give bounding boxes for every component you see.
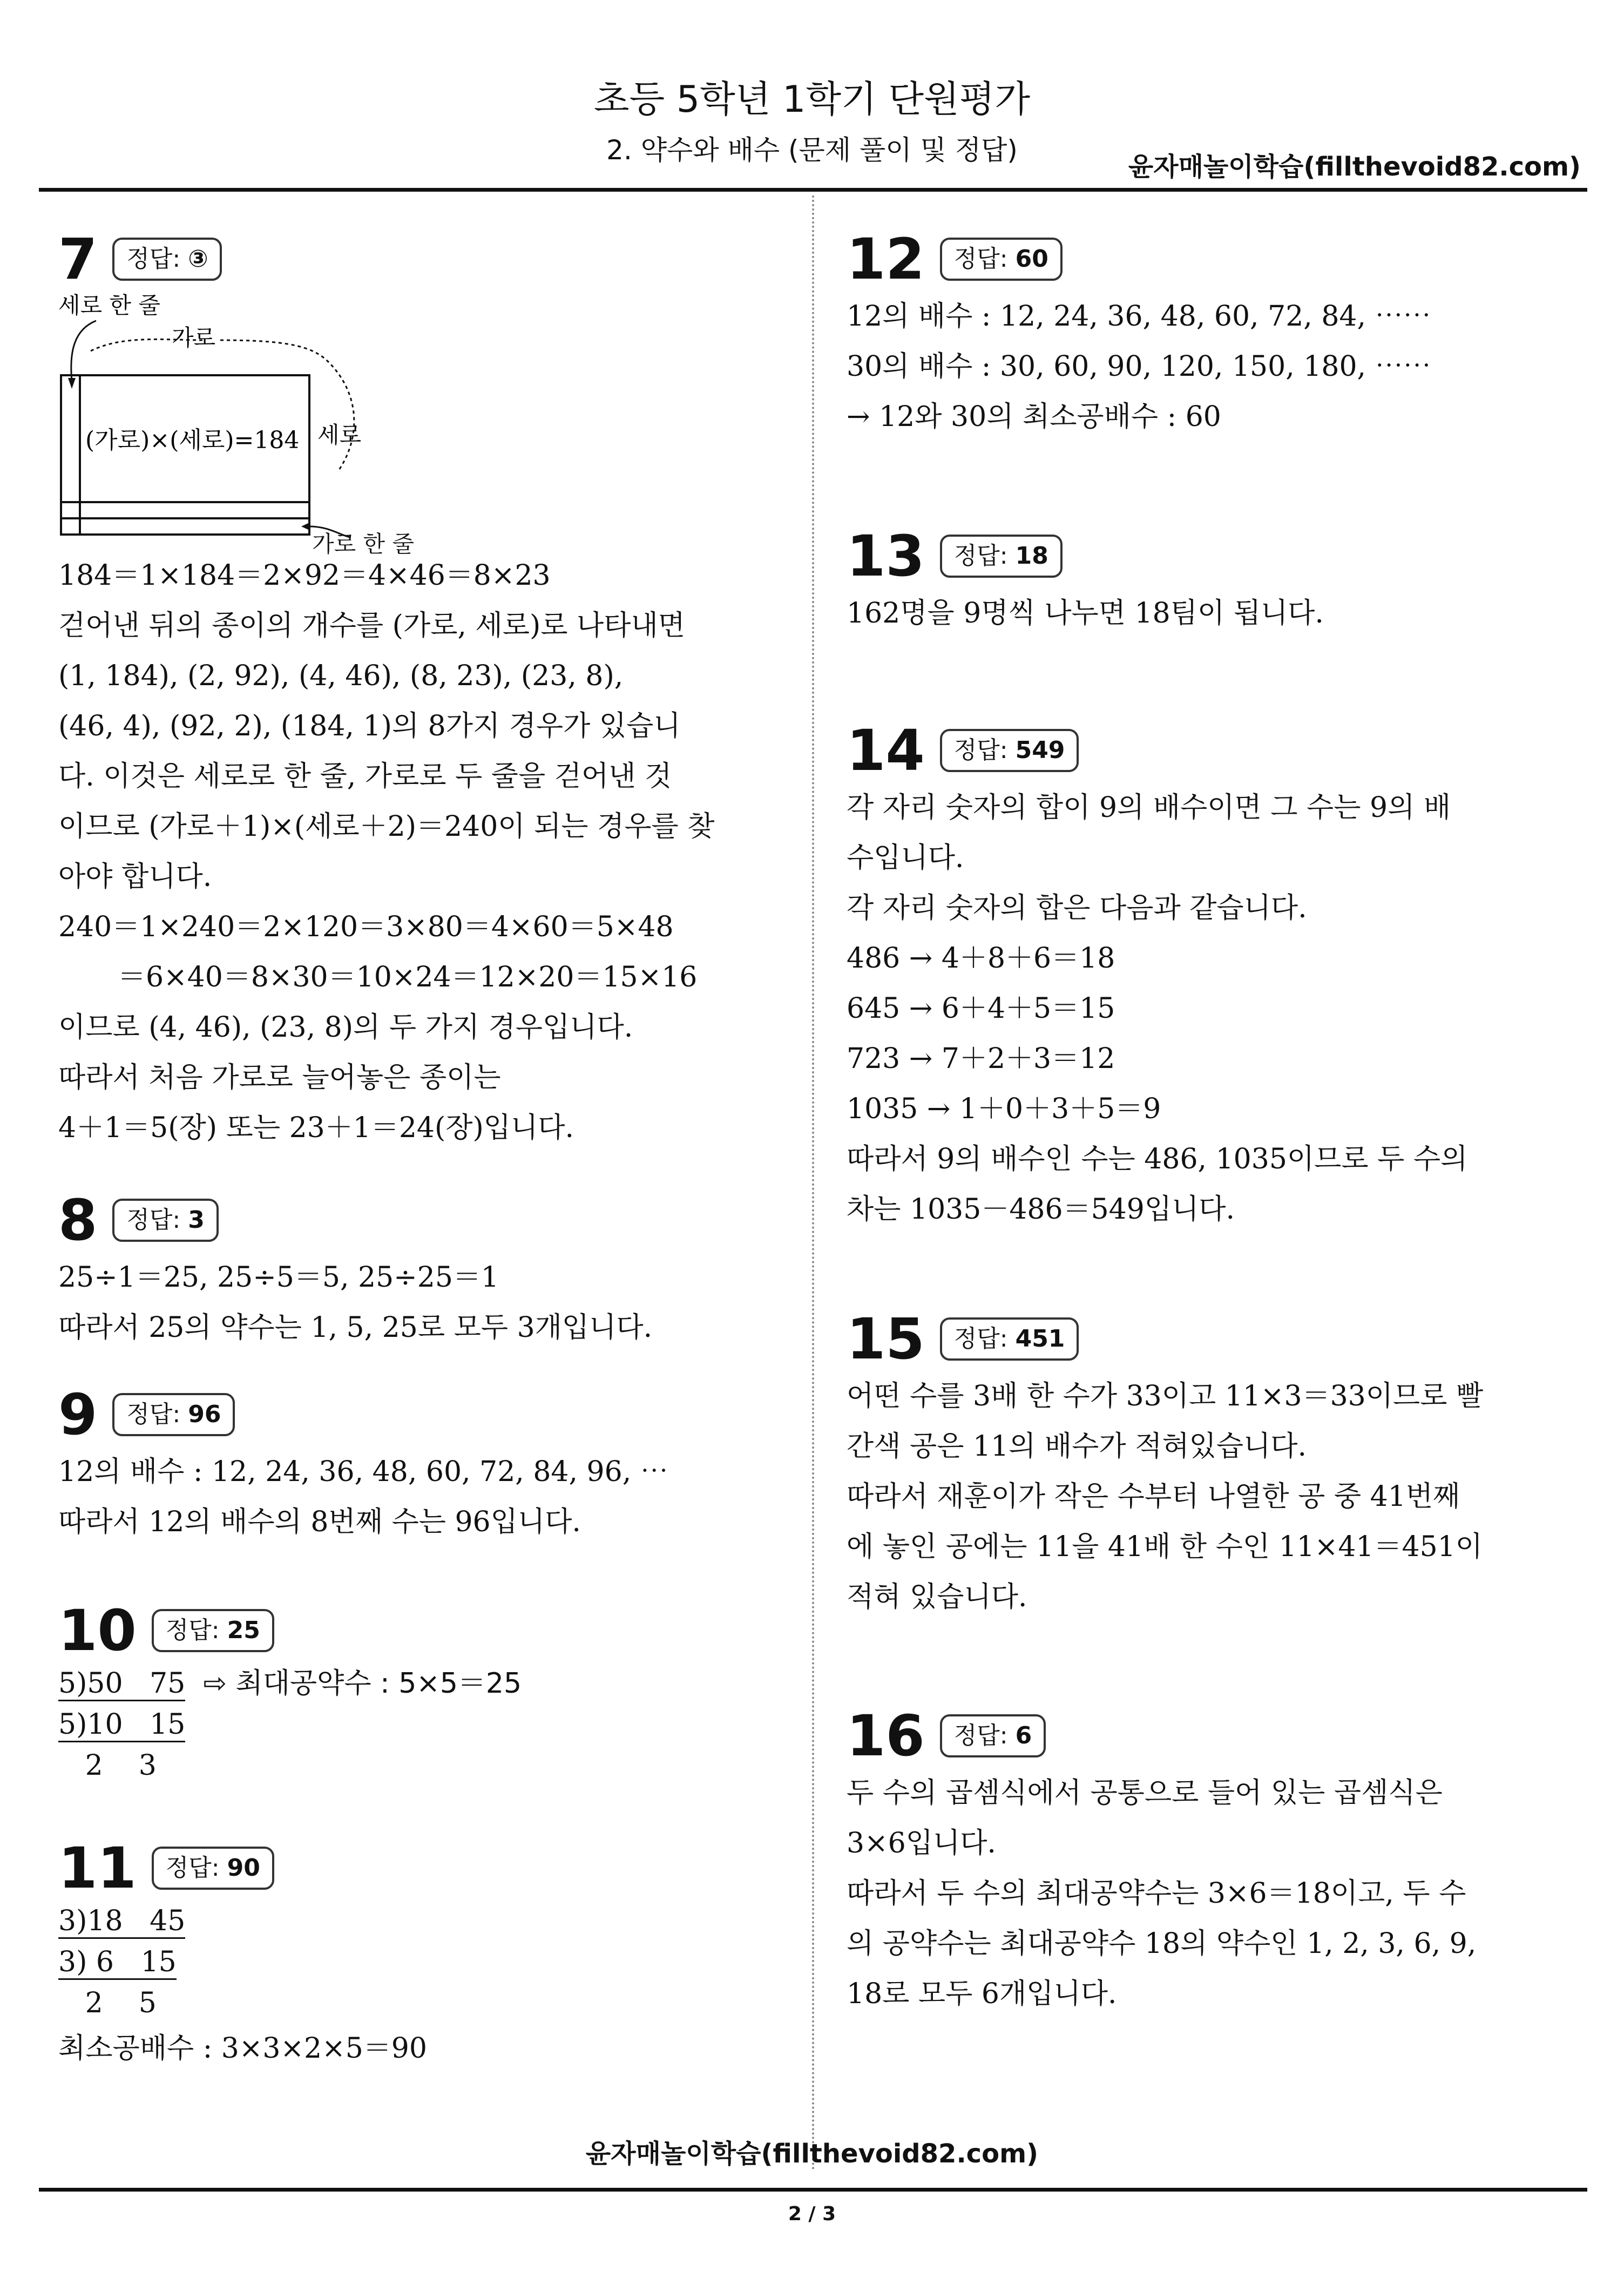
question-number: 14: [847, 718, 925, 783]
page-number: 2 / 3: [788, 2203, 836, 2225]
question-8: [58, 1188, 760, 1353]
solution-line: 따라서 25의 약수는 1, 5, 25로 모두 3개입니다.: [58, 1311, 653, 1344]
solution-line: 각 자리 숫자의 합은 다음과 같습니다.: [847, 892, 1307, 924]
answer-value: 6: [1015, 1722, 1032, 1749]
page-subtitle: 2. 약수와 배수 (문제 풀이 및 정답): [606, 134, 1018, 166]
question-number: 10: [58, 1598, 137, 1664]
paper-diagram: [58, 286, 469, 540]
answer-value: 96: [188, 1401, 221, 1428]
solution-line: 25÷1＝25, 25÷5＝5, 25÷25＝1: [58, 1261, 499, 1294]
question-15: [847, 1307, 1548, 1622]
solution-line: 에 놓인 공에는 11을 41배 한 수인 11×41＝451이: [847, 1531, 1483, 1563]
solution-line: 따라서 처음 가로로 늘어놓은 종이는: [58, 1062, 501, 1094]
answer-label: 정답:: [165, 1854, 220, 1882]
solution-line: 다. 이것은 세로로 한 줄, 가로로 두 줄을 걷어낸 것: [58, 760, 672, 793]
solution-line: 4＋1＝5(장) 또는 23＋1＝24(장)입니다.: [58, 1112, 574, 1144]
top-row-label: 세로 한 줄: [58, 292, 160, 319]
question-number: 7: [58, 226, 98, 292]
solution-line: 486 → 4＋8＋6＝18: [847, 942, 1115, 975]
answer-value: 25: [227, 1617, 260, 1644]
answer-value: 90: [227, 1854, 260, 1882]
width-label: 가로: [172, 324, 216, 351]
header-rule: [39, 188, 1587, 192]
division-step: 3) 6 15: [58, 1946, 177, 1980]
answer-label: 정답:: [165, 1617, 220, 1644]
question-7: [58, 226, 760, 1144]
answer-label: 정답:: [953, 736, 1008, 764]
answer-label: 정답:: [953, 1722, 1008, 1749]
answer-box: [112, 1393, 235, 1436]
answer-label: 정답:: [953, 245, 1008, 273]
answer-value: 3: [188, 1206, 205, 1234]
answer-box: [112, 1199, 218, 1242]
solution-line: 수입니다.: [847, 842, 964, 874]
answer-box: [940, 729, 1079, 772]
answer-box: [940, 535, 1063, 578]
solution-line: 적혀 있습니다.: [847, 1581, 1027, 1613]
answer-value: ③: [188, 245, 208, 273]
question-16: [847, 1703, 1548, 2019]
division-row: [58, 1942, 760, 1983]
gcd-result: ⇨ 최대공약수 : 5×5＝25: [203, 1667, 522, 1700]
solution-line: ＝6×40＝8×30＝10×24＝12×20＝15×16: [118, 961, 698, 993]
solution-line: 차는 1035－486＝549입니다.: [847, 1193, 1235, 1226]
division-row: 2 5: [58, 1987, 157, 2019]
solution-line: 어떤 수를 3배 한 수가 33이고 11×3＝33이므로 빨: [847, 1380, 1484, 1412]
division-row: [58, 1704, 760, 1745]
column-divider: [812, 195, 814, 2172]
answer-box: [940, 1317, 1079, 1361]
page-title: 초등 5학년 1학기 단원평가: [593, 78, 1031, 121]
answer-value: 549: [1015, 736, 1065, 764]
division-row: [58, 1901, 760, 1942]
answer-box: [940, 1714, 1046, 1757]
footer-rule: [39, 2188, 1587, 2192]
answer-value: 451: [1015, 1325, 1065, 1353]
solution-line: (1, 184), (2, 92), (4, 46), (8, 23), (23, 8),: [58, 660, 624, 692]
question-12: [847, 227, 1548, 442]
solution-line: 간색 공은 11의 배수가 적혀있습니다.: [847, 1430, 1307, 1463]
solution-line: 의 공약수는 최대공약수 18의 약수인 1, 2, 3, 6, 9,: [847, 1928, 1477, 1960]
solution-line: 12의 배수 : 12, 24, 36, 48, 60, 72, 84, ⋯⋯: [847, 300, 1431, 333]
solution-line: 아야 합니다.: [58, 861, 212, 893]
solution-line: 걷어낸 뒤의 종이의 개수를 (가로, 세로)로 나타내면: [58, 610, 685, 642]
question-number: 11: [58, 1835, 137, 1901]
question-11: [58, 1836, 760, 2074]
answer-label: 정답:: [126, 245, 181, 273]
question-14: [847, 718, 1548, 1235]
question-number: 9: [58, 1382, 98, 1448]
answer-box: [940, 238, 1063, 281]
solution-line: 따라서 재훈이가 작은 수부터 나열한 공 중 41번째: [847, 1480, 1460, 1513]
solution-line: 각 자리 숫자의 합이 9의 배수이면 그 수는 9의 배: [847, 792, 1451, 824]
division-step: 5)50 75: [58, 1667, 185, 1701]
division-row: [58, 1663, 760, 1704]
question-10: [58, 1598, 760, 1786]
answer-label: 정답:: [953, 1325, 1008, 1353]
solution-line: (46, 4), (92, 2), (184, 1)의 8가지 경우가 있습니: [58, 710, 681, 742]
solution-line: 따라서 12의 배수의 8번째 수는 96입니다.: [58, 1506, 581, 1538]
brand-footer: 윤자매놀이학습(fillthevoid82.com): [585, 2139, 1039, 2169]
question-number: 8: [58, 1187, 98, 1253]
solution-line: 645 → 6＋4＋5＝15: [847, 992, 1115, 1025]
solution-line: 따라서 두 수의 최대공약수는 3×6＝18이고, 두 수: [847, 1877, 1466, 1910]
solution-line: 162명을 9명씩 나누면 18팀이 됩니다.: [847, 597, 1324, 630]
solution-line: 18로 모두 6개입니다.: [847, 1978, 1117, 2010]
answer-box: [112, 238, 222, 281]
solution-line: 3×6입니다.: [847, 1827, 996, 1860]
height-label: 세로: [317, 422, 362, 448]
answer-value: 60: [1015, 245, 1048, 273]
division-step: 5)10 15: [58, 1708, 185, 1742]
solution-line: 723 → 7＋2＋3＝12: [847, 1043, 1115, 1075]
solution-line: 1035 → 1＋0＋3＋5＝9: [847, 1093, 1161, 1125]
brand-header: 윤자매놀이학습(fillthevoid82.com): [1128, 152, 1581, 182]
answer-label: 정답:: [126, 1206, 181, 1234]
solution-line: 12의 배수 : 12, 24, 36, 48, 60, 72, 84, 96, ⋯: [58, 1456, 668, 1488]
question-number: 13: [847, 523, 925, 589]
solution-line: 184＝1×184＝2×92＝4×46＝8×23: [58, 559, 551, 592]
lcm-result: 최소공배수 : 3×3×2×5＝90: [58, 2032, 427, 2065]
solution-line: 이므로 (4, 46), (23, 8)의 두 가지 경우입니다.: [58, 1011, 633, 1044]
answer-value: 18: [1015, 542, 1048, 570]
solution-line: 이므로 (가로＋1)×(세로＋2)＝240이 되는 경우를 찾: [58, 810, 715, 843]
answer-box: [152, 1609, 274, 1652]
solution-line: → 12와 30의 최소공배수 : 60: [847, 401, 1221, 433]
question-number: 15: [847, 1306, 925, 1372]
solution-line: 30의 배수 : 30, 60, 90, 120, 150, 180, ⋯⋯: [847, 350, 1431, 383]
question-9: [58, 1382, 760, 1547]
solution-line: 240＝1×240＝2×120＝3×80＝4×60＝5×48: [58, 911, 674, 943]
question-13: [847, 524, 1548, 639]
answer-label: 정답:: [953, 542, 1008, 570]
question-number: 16: [847, 1703, 925, 1769]
division-step: 3)18 45: [58, 1905, 185, 1939]
answer-label: 정답:: [126, 1401, 181, 1428]
answer-box: [152, 1847, 274, 1890]
area-formula: (가로)×(세로)=184: [85, 427, 300, 454]
solution-line: 따라서 9의 배수인 수는 486, 1035이므로 두 수의: [847, 1143, 1468, 1175]
division-row: 2 3: [58, 1749, 157, 1782]
question-number: 12: [847, 226, 925, 292]
bottom-row-label: 가로 한 줄: [312, 531, 414, 557]
solution-line: 두 수의 곱셈식에서 공통으로 들어 있는 곱셈식은: [847, 1777, 1443, 1809]
